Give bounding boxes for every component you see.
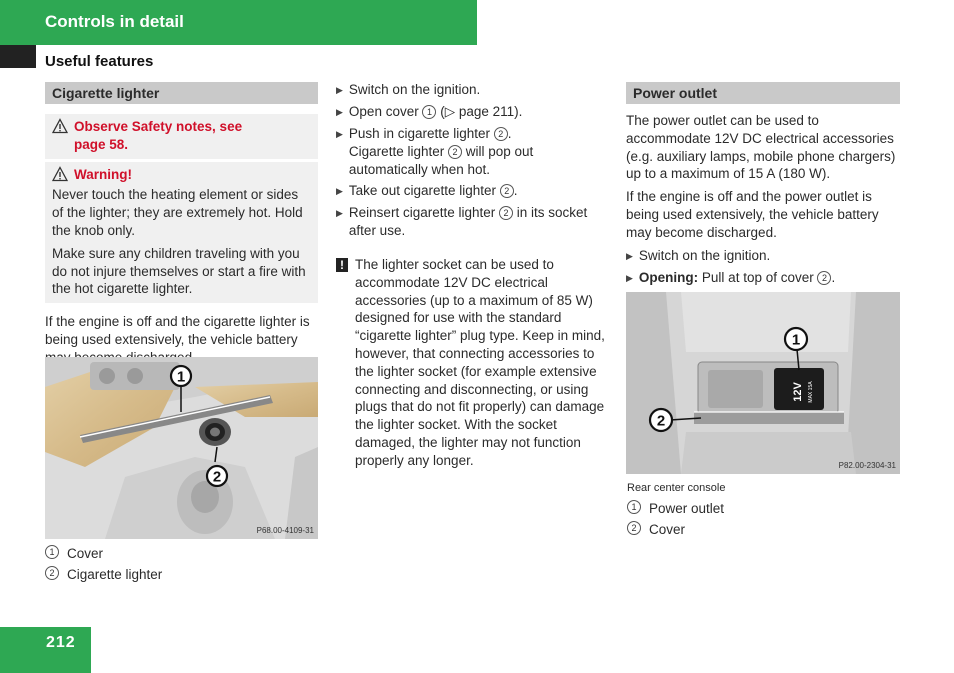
instruction-step — [336, 125, 610, 178]
cigarette-lighter-figure — [45, 357, 318, 539]
legend-label: Cover — [649, 521, 686, 537]
safety-note-box — [45, 114, 318, 159]
step-text: Open cover — [348, 104, 423, 119]
instruction-step — [626, 247, 900, 265]
left-legend — [45, 545, 318, 587]
figure-callout-2: 2 — [212, 468, 222, 486]
legend-item — [627, 500, 901, 518]
page-number: 212 — [46, 634, 76, 651]
reference-number: 2 — [448, 145, 462, 159]
reference-number: 1 — [422, 105, 436, 119]
step-text: . — [513, 183, 518, 199]
legend-item — [627, 521, 901, 539]
warning-title: Warning! — [74, 166, 132, 182]
notice-text: The lighter socket can be used to accommodate 12V DC electrical accessories (up to a maximum of 85 W) designed for use with the standard “cigarette lighter” plug type. Keep in mind, however, that connecting accessories to the lighter socket (for example extensive connecting and disconnecting, or using plugs that do not fit properly) can damage the lighter socket. With the socket damaged, the lighter may not function properly any longer. — [355, 256, 605, 468]
warning-paragraph-2: Make sure any children traveling with you do not injure themselves or start a fire with the hot cigarette lighter. — [52, 245, 306, 297]
middle-column — [336, 81, 610, 470]
step-arrow-icon: ▶ — [626, 272, 633, 283]
notice-box — [336, 256, 610, 470]
page-reference-link[interactable]: (▷ page 211). — [436, 104, 523, 119]
battery-note: If the engine is off and the cigarette lighter is being used extensively, the vehicle battery — [45, 314, 310, 347]
legend-label: Cigarette lighter — [67, 566, 163, 582]
step-text: Take out cigarette lighter — [348, 183, 500, 199]
outlet-12v-label: 12V — [792, 382, 804, 402]
power-outlet-paragraph-1: The power outlet can be used to accommodate 12V DC electrical accessories (e.g. auxiliary lamps, mobile phone chargers) up to a maximum of 15 A (180 W). — [626, 113, 896, 182]
step-text: . — [831, 269, 836, 285]
warning-triangle-icon — [52, 166, 68, 182]
figure-callout-2: 2 — [656, 412, 666, 430]
figure-code: P68.00-4109-31 — [256, 526, 314, 535]
step-arrow-icon: ▶ — [336, 129, 343, 139]
step-text: Cigarette lighter — [348, 143, 448, 159]
step-bold-label: Opening: — [638, 269, 699, 285]
left-column — [45, 82, 318, 372]
step-arrow-icon: ▶ — [336, 85, 343, 95]
step-text: Pull at top of cover — [698, 269, 818, 285]
safety-notes-link[interactable]: Observe Safety notes, see page 58. — [74, 119, 243, 152]
step-text: Reinsert cigarette lighter — [348, 205, 499, 221]
step-text: . — [507, 126, 512, 141]
section-marker — [0, 45, 36, 68]
instruction-step — [336, 103, 610, 121]
reference-number: 2 — [499, 206, 513, 220]
step-arrow-icon: ▶ — [626, 250, 633, 261]
step-text: in its socket after use. — [348, 205, 588, 239]
figure-callout-1: 1 — [791, 331, 801, 349]
legend-number: 1 — [627, 500, 641, 514]
reference-number: 2 — [500, 184, 514, 198]
warning-box — [45, 162, 318, 304]
reference-number: 2 — [817, 271, 831, 285]
step-arrow-icon: ▶ — [336, 186, 343, 197]
outlet-max-label: MAX 15A — [808, 381, 814, 403]
legend-label: Power outlet — [649, 501, 725, 516]
step-text: Push in cigarette lighter — [348, 126, 494, 141]
cigarette-lighter-heading: Cigarette lighter — [45, 82, 318, 104]
step-text: will pop out automatically when hot. — [348, 143, 534, 177]
warning-paragraph-1: Never touch the heating element or sides of the lighter; they are extremely hot. Hold the knob only. — [52, 187, 303, 238]
legend-label: Cover — [67, 546, 104, 561]
right-legend — [627, 481, 901, 542]
right-column — [626, 82, 900, 291]
step-text: Switch on the ignition. — [638, 247, 771, 263]
warning-triangle-icon — [52, 118, 68, 134]
instruction-step — [336, 182, 610, 200]
reference-number: 2 — [494, 127, 508, 141]
instruction-step — [626, 269, 900, 287]
legend-number: 2 — [45, 566, 59, 580]
legend-number: 2 — [627, 521, 641, 535]
legend-item — [45, 566, 318, 584]
legend-item — [45, 545, 318, 563]
figure-code: P82.00-2304-31 — [838, 461, 896, 470]
step-text: Switch on the ignition. — [348, 82, 481, 97]
instruction-step — [336, 204, 610, 240]
power-outlet-paragraph-2: If the engine is off and the power outlet is being used extensively, the vehicle battery may become discharged. — [626, 189, 879, 240]
power-outlet-figure — [626, 292, 900, 474]
figure-callout-1: 1 — [176, 368, 186, 386]
step-arrow-icon: ▶ — [336, 208, 343, 219]
legend-number: 1 — [45, 545, 59, 559]
section-title: Useful features — [45, 53, 154, 70]
power-outlet-heading: Power outlet — [626, 82, 900, 104]
chapter-title: Controls in detail — [45, 12, 184, 31]
step-arrow-icon: ▶ — [336, 107, 343, 117]
notice-exclamation-icon: ! — [336, 258, 348, 272]
figure-caption: Rear center console — [627, 482, 726, 494]
instruction-step — [336, 81, 610, 99]
